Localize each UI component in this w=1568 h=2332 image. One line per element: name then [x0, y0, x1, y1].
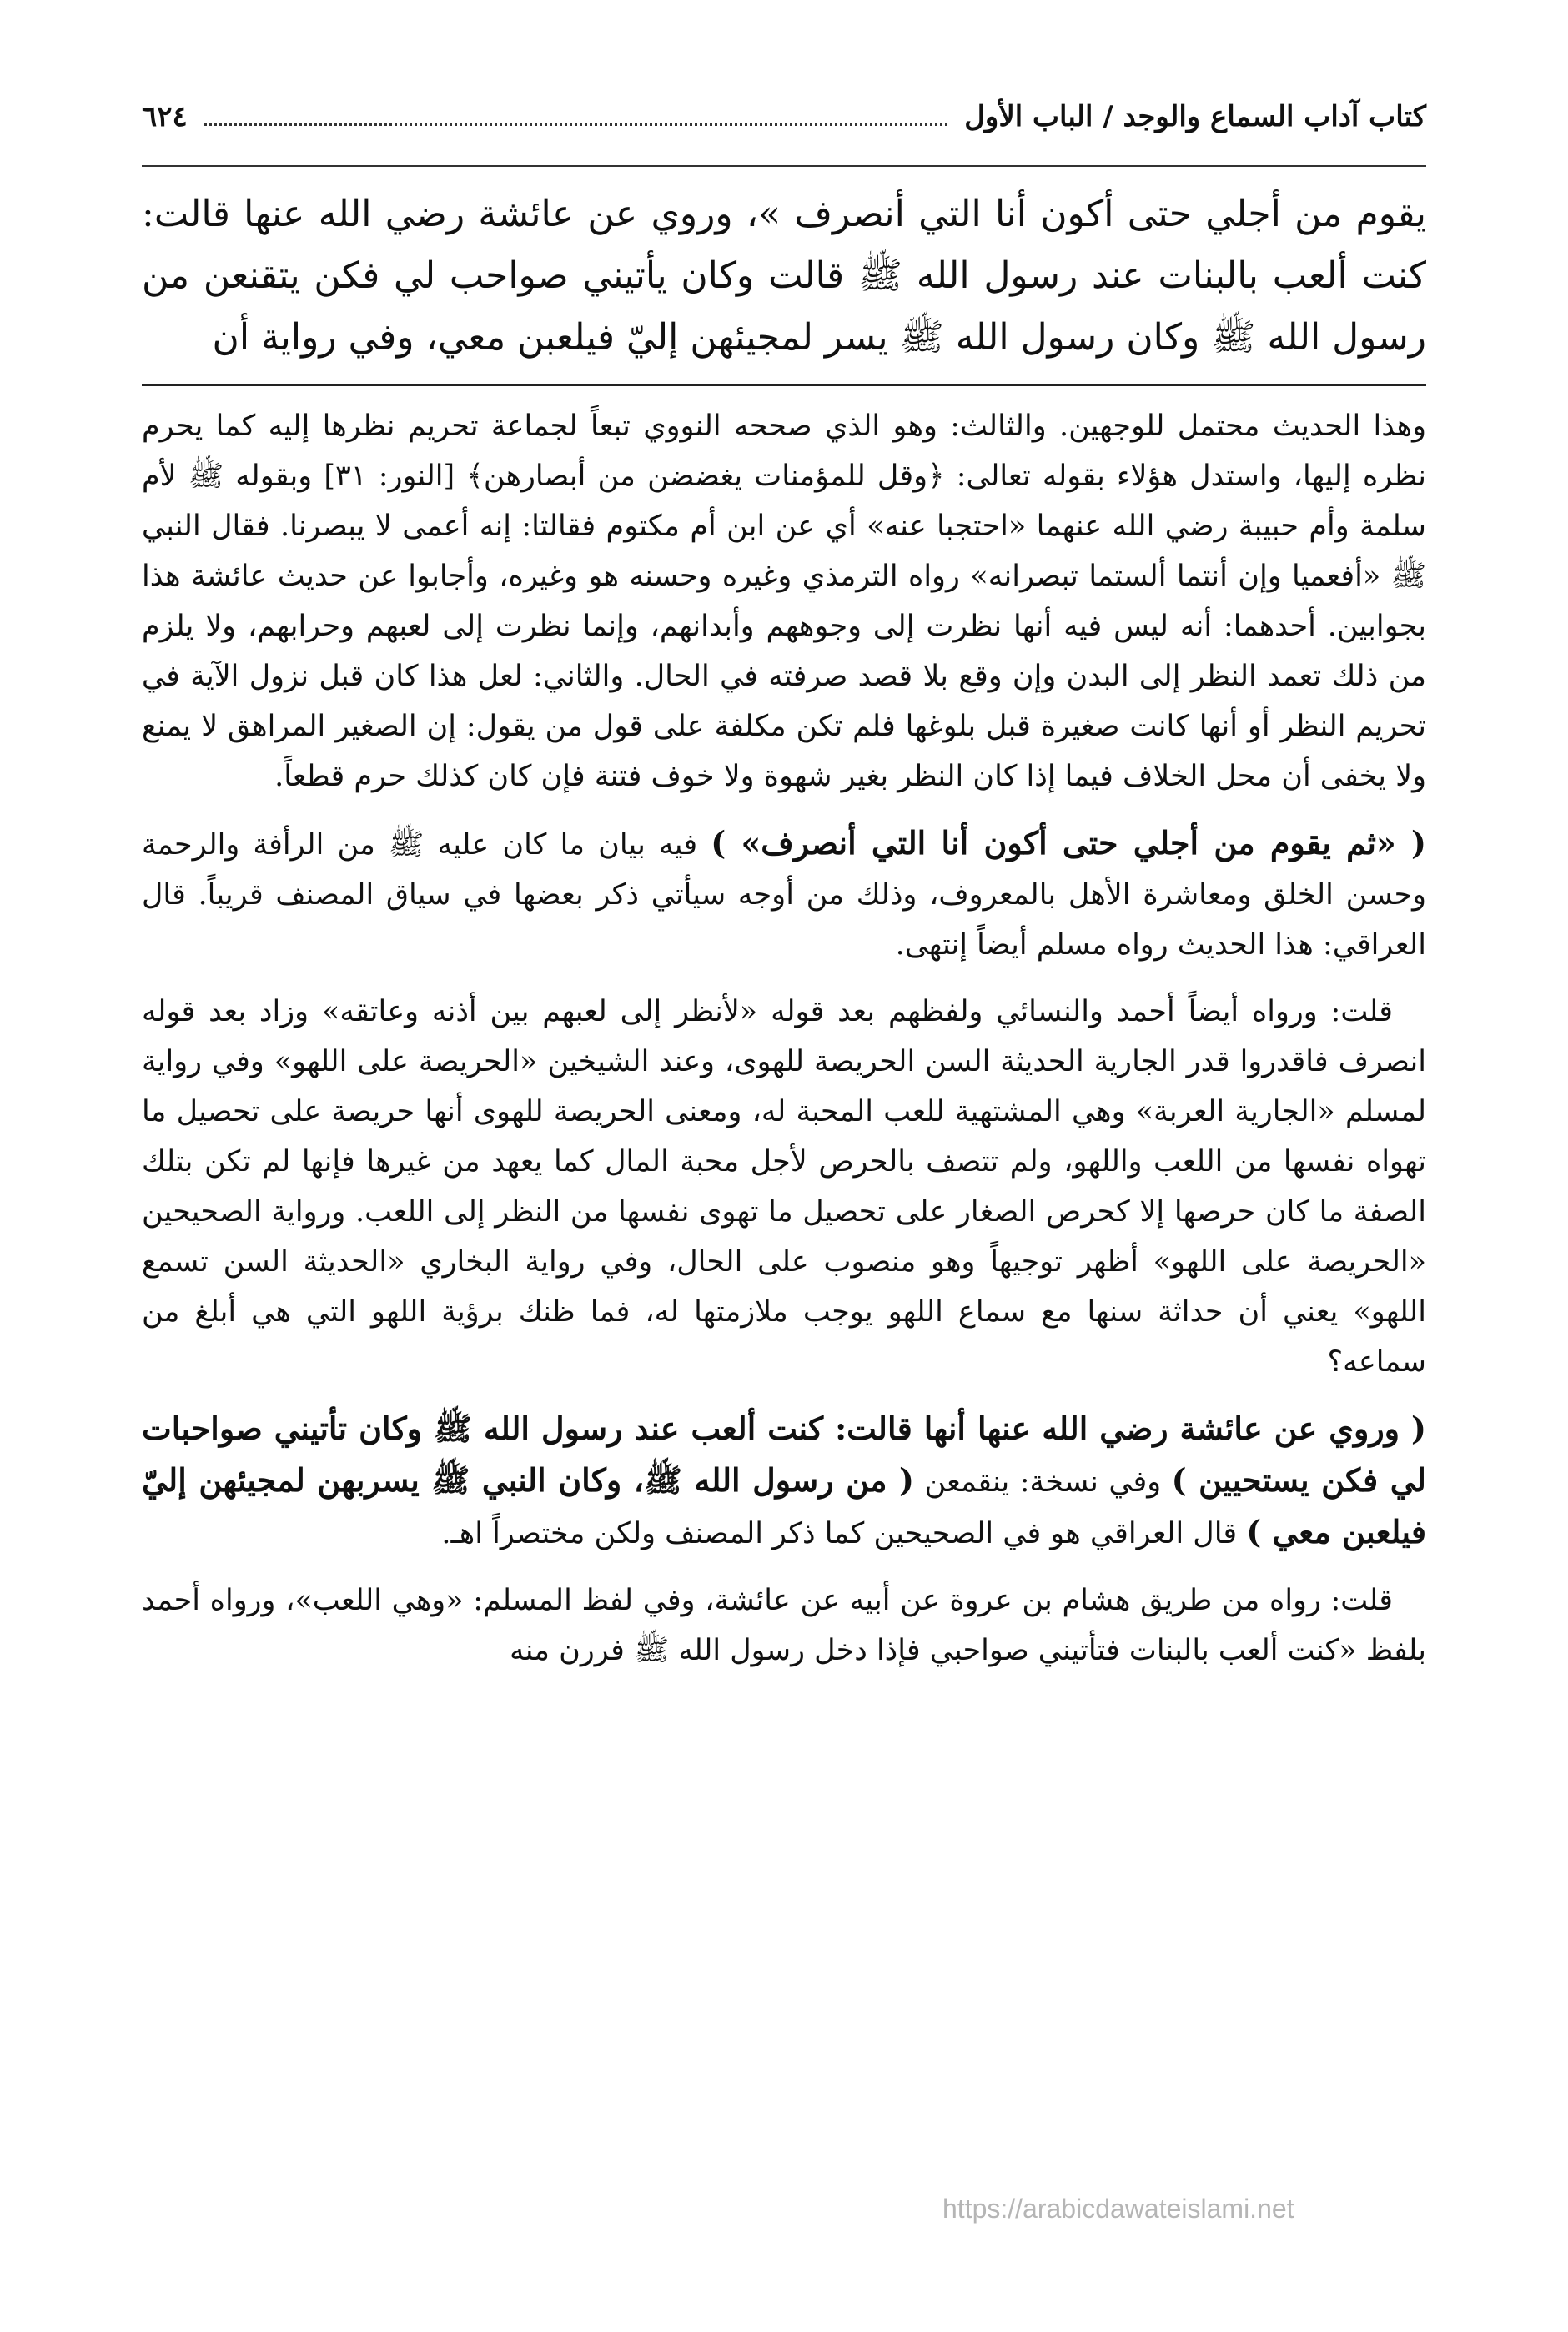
quoted-hadith-heading: ( وروي عن عائشة رضي الله عنها أنها قالت: كنت ألعب عند رسول الله ﷺ وكان تأتيني صواحبات لي فكن يستحيين ): [142, 1410, 1426, 1499]
book-page: [142, 100, 1426, 1692]
page-number: ٦٢٤: [142, 100, 188, 133]
quoted-hadith-heading-2: ( من رسول الله ﷺ، وكان النبي ﷺ يسربهن لمجيئهن إليّ فيلعبن معي ): [142, 1461, 1426, 1550]
page-header: [142, 100, 1426, 167]
commentary-text: وفي نسخة: ينقمعن: [914, 1465, 1172, 1499]
quoted-hadith-heading: ( «ثم يقوم من أجلي حتى أكون أنا التي أنصرف» ): [711, 824, 1426, 862]
commentary-paragraph-3: قلت: ورواه أيضاً أحمد والنسائي ولفظهم بعد قوله «لأنظر إلى لعبهم بين أذنه وعاتقه» وزاد بعد قوله انصرف فاقدروا قدر الجارية الحديثة السن الحريصة للهوى، وعند الشيخين «الحريصة على اللهو» وفي رواية لمسلم «الجارية العربة» وهي المشتهية للعب المحبة له، ومعنى الحريصة للهوى أنها حريصة على تحصيل ما تهواه نفسها من اللعب واللهو، ولم تتصف بالحرص لأجل محبة المال كما يعهد من غيرها فإنها لم تكن بتلك الصفة ما كان حرصها إلا كحرص الصغار على تحصيل ما تهوى نفسها من النظر إلى اللعب. ورواية الصحيحين «الحريصة على اللهو» أظهر توجيهاً وهو منصوب على الحال، وفي رواية البخاري «الحديثة السن تسمع اللهو» يعني أن حداثة سنها مع سماع اللهو يوجب ملازمتها له، فما ظنك برؤية اللهو التي هي أبلغ من سماعه؟: [142, 995, 1426, 1379]
commentary-text: فيه بيان ما كان عليه ﷺ من الرأفة والرحمة وحسن الخلق ومعاشرة الأهل بالمعروف، وذلك من أوجه سيأتي ذكر بعضها في سياق المصنف قريباً. قال العراقي: هذا الحديث رواه مسلم أيضاً إنتهى.: [142, 828, 1426, 962]
commentary-text-2: قال العراقي هو في الصحيحين كما ذكر المصنف ولكن مختصراً اهـ.: [441, 1517, 1247, 1550]
commentary-paragraph-1: وهذا الحديث محتمل للوجهين. والثالث: وهو الذي صححه النووي تبعاً لجماعة تحريم نظرها إليه كما يحرم نظره إليها، واستدل هؤلاء بقوله تعالى: ﴿وقل للمؤمنات يغضضن من أبصارهن﴾ [النور: ٣١] وبقوله ﷺ لأم سلمة وأم حبيبة رضي الله عنهما «احتجبا عنه» أي عن ابن أم مكتوم فقالتا: إنه أعمى لا يبصرنا. فقال النبي ﷺ «أفعميا وإن أنتما ألستما تبصرانه» رواه الترمذي وغيره وحسنه هو وغيره، وأجابوا عن حديث عائشة هذا بجوابين. أحدهما: أنه ليس فيه أنها نظرت إلى وجوههم وأبدانهم، وإنما نظرت إلى لعبهم وحرابهم، ولا يلزم من ذلك تعمد النظر إلى البدن وإن وقع بلا قصد صرفته في الحال. والثاني: لعل هذا كان قبل نزول الآية في تحريم النظر أو أنها كانت صغيرة قبل بلوغها فلم تكن مكلفة على قول من يقول: إن الصغير المراهق لا يمنع ولا يخفى أن محل الخلاف فيما إذا كان النظر بغير شهوة ولا خوف فتنة فإن كان كذلك حرم قطعاً.: [142, 410, 1426, 793]
commentary-paragraph-5: قلت: رواه من طريق هشام بن عروة عن أبيه عن عائشة، وفي لفظ المسلم: «وهي اللعب»، ورواه أحمد بلفظ «كنت ألعب بالبنات فتأتيني صواحبي فإذا دخل رسول الله ﷺ فررن منه: [142, 1584, 1426, 1667]
header-dots: [204, 123, 947, 126]
commentary-paragraph-2: [142, 818, 1426, 970]
watermark-url: https://arabicdawateislami.net: [942, 2194, 1294, 2224]
running-title: كتاب آداب السماع والوجد / الباب الأول: [964, 100, 1426, 133]
commentary-paragraph-4: [142, 1404, 1426, 1559]
main-text: يقوم من أجلي حتى أكون أنا التي أنصرف »، وروي عن عائشة رضي الله عنها قالت: كنت ألعب بالبنات عند رسول الله ﷺ قالت وكان يأتيني صواحب لي فكن يتقنعن من رسول الله ﷺ وكان رسول الله ﷺ يسر لمجيئهن إليّ فيلعبن معي، وفي رواية أن: [142, 193, 1426, 359]
commentary: [142, 401, 1426, 1676]
text-separator: [142, 384, 1426, 386]
